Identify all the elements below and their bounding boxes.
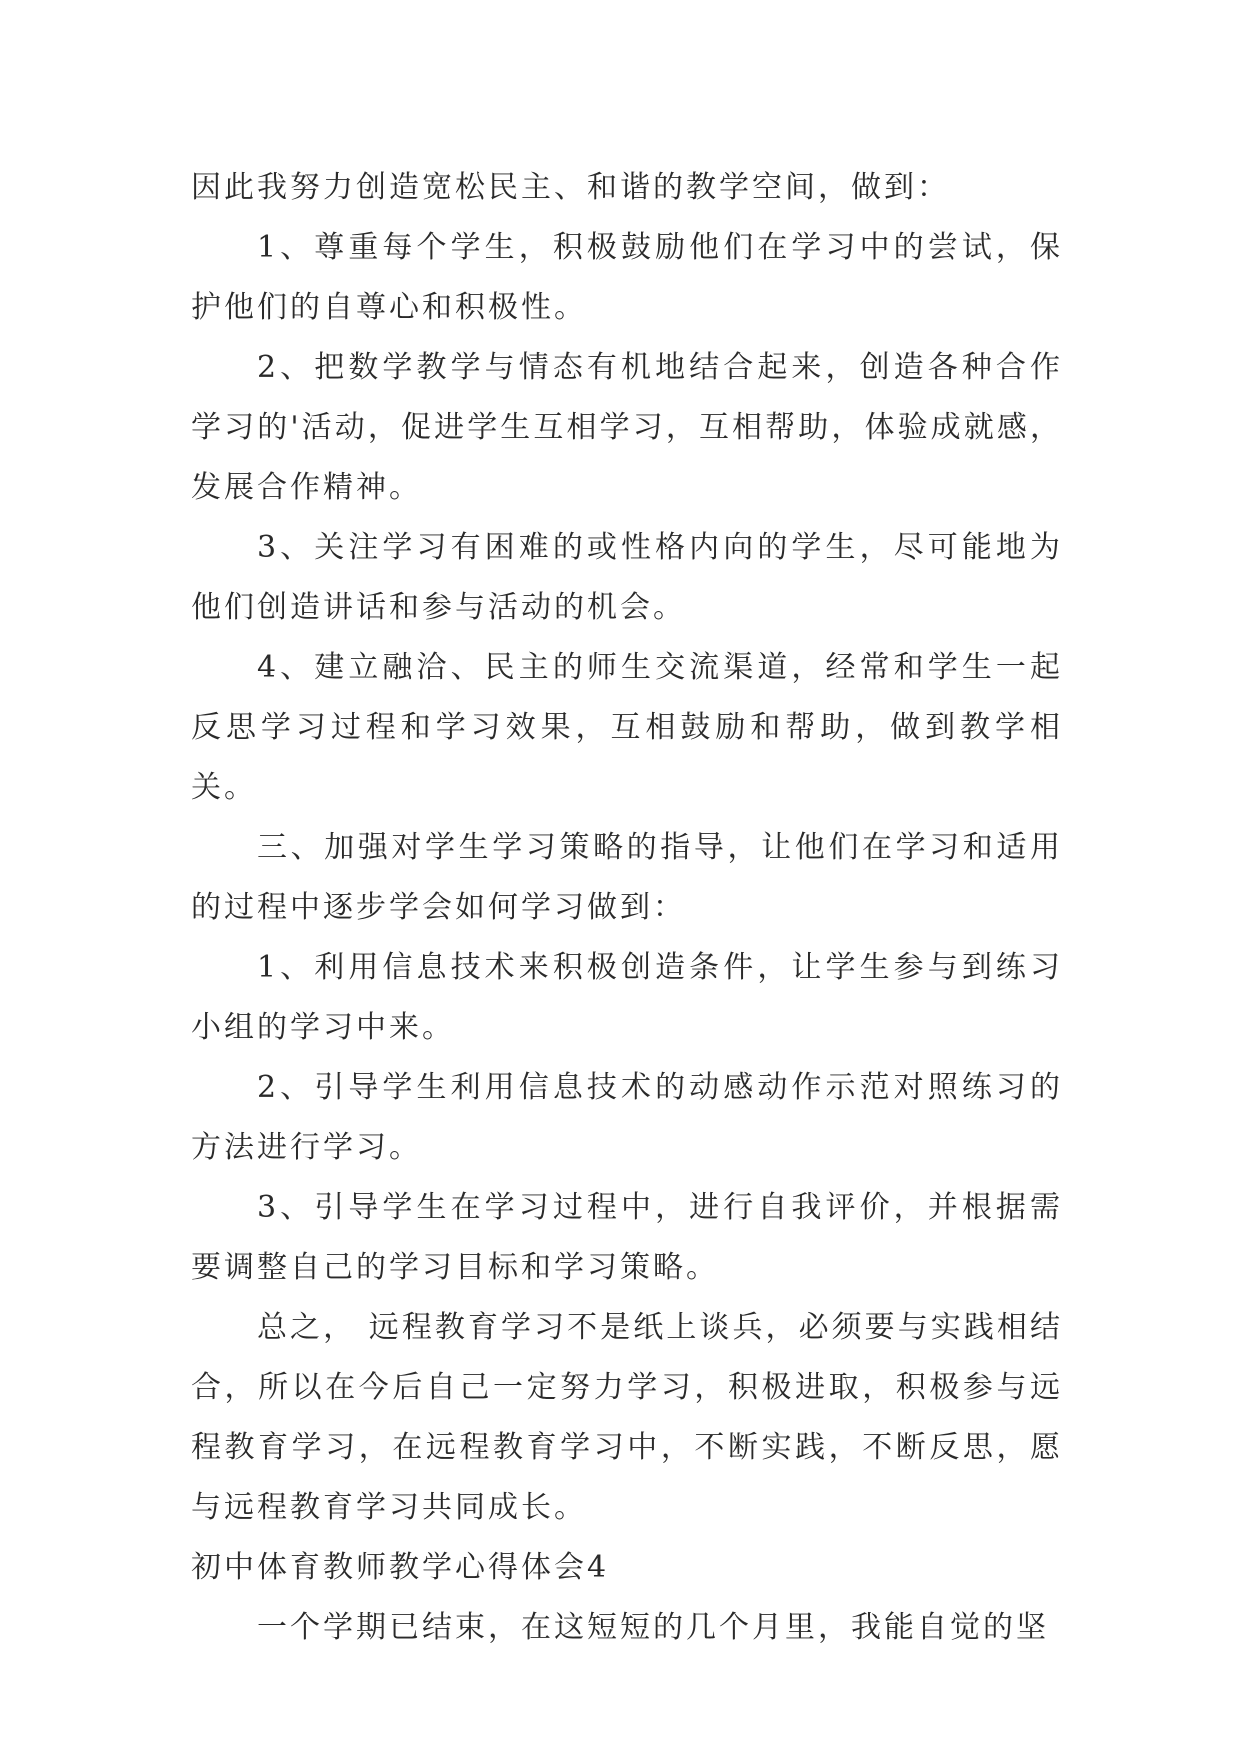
paragraph: 因此我努力创造宽松民主、和谐的教学空间，做到： — [191, 170, 950, 205]
paragraph: 4、建立融洽、民主的师生交流渠道，经常和学生一起反思学习过程和学习效果，互相鼓励和帮助，做到教学相关。 — [191, 650, 1063, 805]
paragraph: 3、引导学生在学习过程中，进行自我评价，并根据需要调整自己的学习目标和学习策略。 — [191, 1190, 1063, 1285]
paragraph: 1、尊重每个学生，积极鼓励他们在学习中的尝试，保护他们的自尊心和积极性。 — [191, 230, 1063, 325]
section-heading: 初中体育教师教学心得体会4 — [191, 1550, 610, 1585]
document-body — [191, 158, 1063, 1658]
paragraph: 3、关注学习有困难的或性格内向的学生，尽可能地为他们创造讲话和参与活动的机会。 — [191, 530, 1063, 625]
paragraph: 1、利用信息技术来积极创造条件，让学生参与到练习小组的学习中来。 — [191, 950, 1063, 1045]
paragraph: 三、加强对学生学习策略的指导，让他们在学习和适用的过程中逐步学会如何学习做到： — [191, 830, 1063, 925]
paragraph: 总之， 远程教育学习不是纸上谈兵，必须要与实践相结合，所以在今后自己一定努力学习，积极进取，积极参与远程教育学习，在远程教育学习中，不断实践，不断反思，愿与远程教育学习共同成长。 — [191, 1310, 1063, 1525]
paragraph: 一个学期已结束，在这短短的几个月里，我能自觉的坚 — [257, 1610, 1049, 1645]
paragraph: 2、把数学教学与情态有机地结合起来，创造各种合作学习的'活动，促进学生互相学习，互相帮助，体验成就感，发展合作精神。 — [191, 350, 1063, 505]
paragraph: 2、引导学生利用信息技术的动感动作示范对照练习的方法进行学习。 — [191, 1070, 1063, 1165]
